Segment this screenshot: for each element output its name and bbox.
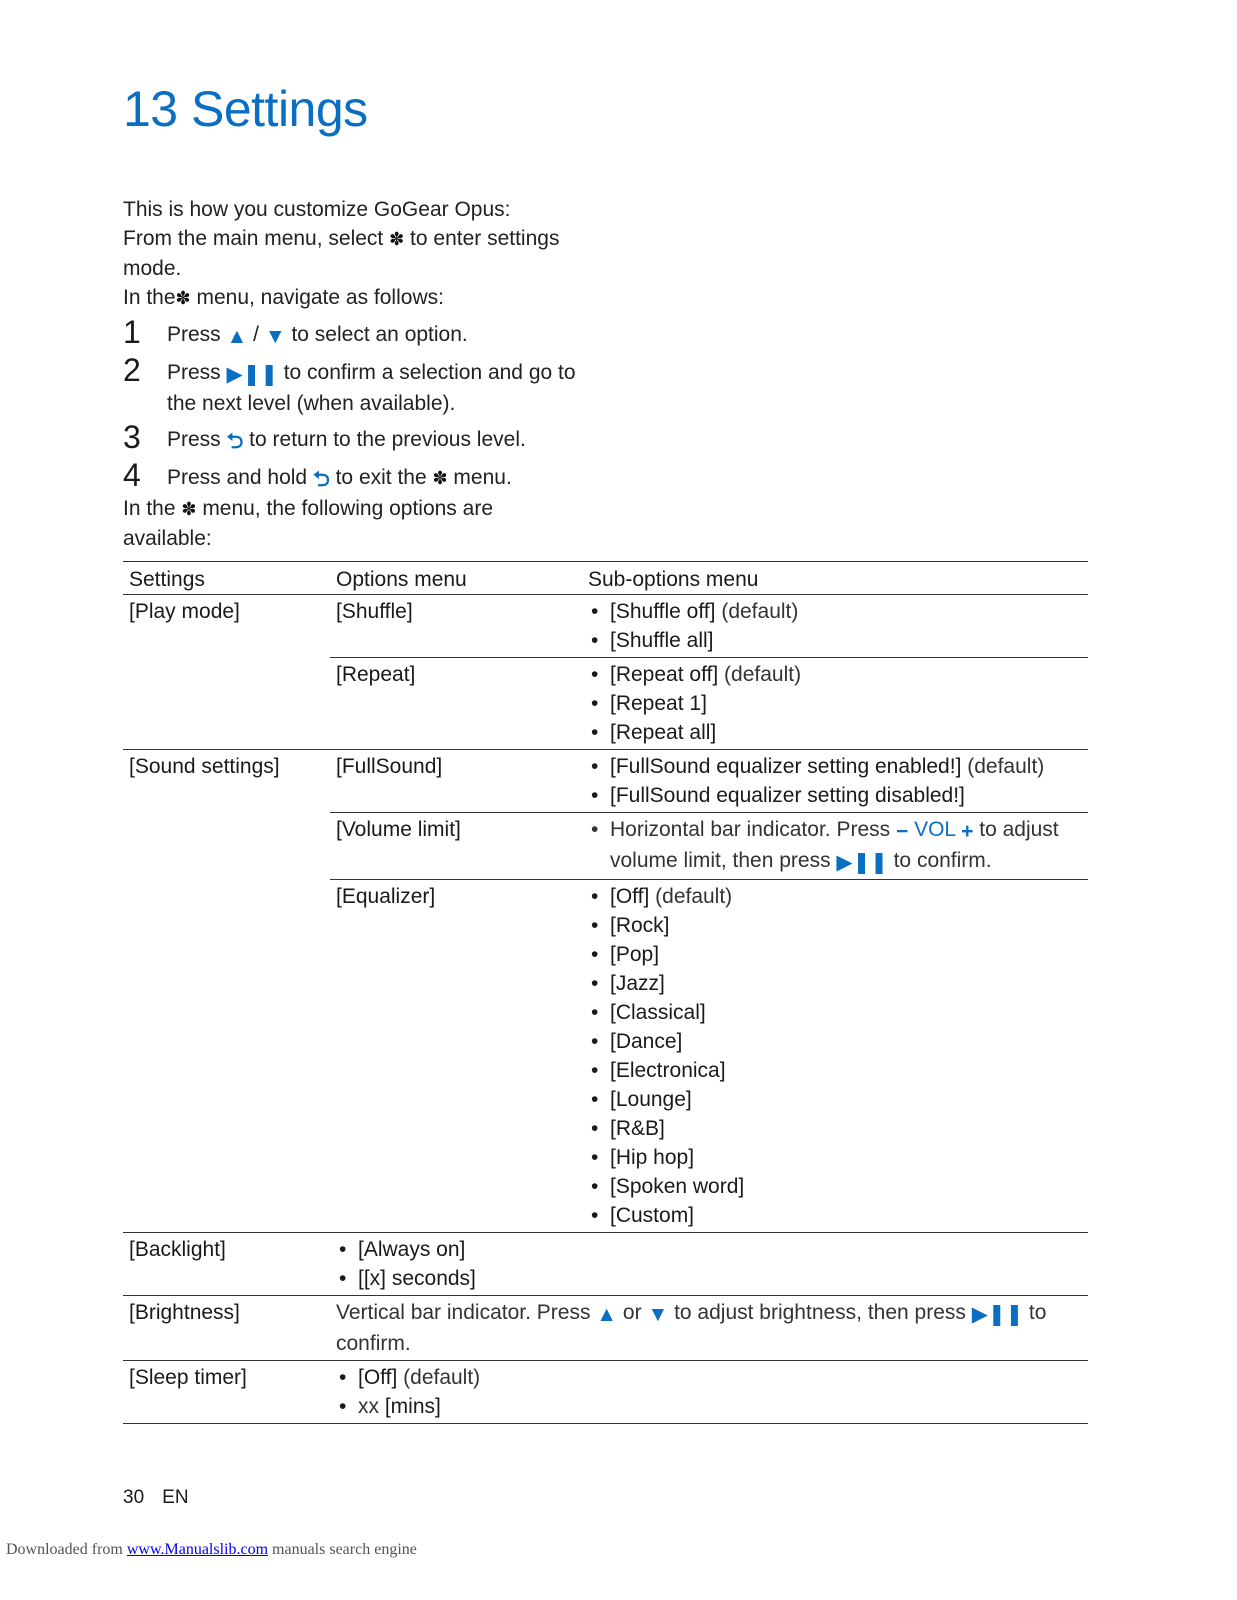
page-title: 13 Settings <box>123 81 368 137</box>
list-item: • [Rock] <box>588 911 1082 940</box>
option-repeat: [Repeat] <box>330 658 582 750</box>
list-item: • xx [mins] <box>336 1392 1082 1421</box>
table-row <box>123 750 1088 813</box>
options-cell <box>330 1361 1088 1424</box>
header-settings: Settings <box>123 562 330 595</box>
step-item: 1 Press ▲ / ▼ to select an option. <box>123 314 468 350</box>
list-item: • [Electronica] <box>588 1056 1082 1085</box>
intro-line-1: This is how you customize GoGear Opus: <box>123 198 511 221</box>
play-pause-icon: ▶❚❚ <box>971 1303 1024 1326</box>
sub-options-cell <box>582 658 1088 750</box>
setting-brightness: [Brightness] <box>123 1296 330 1361</box>
setting-sound-settings: [Sound settings] <box>123 750 330 1233</box>
play-pause-icon: ▶❚❚ <box>836 851 888 874</box>
list-item: • [Shuffle all] <box>588 626 1082 655</box>
list-item: • [Off] (default) <box>336 1363 1082 1392</box>
plus-icon: + <box>961 820 974 843</box>
options-cell <box>330 1233 1088 1296</box>
intro-line-2: From the main menu, select ✽ to enter settings mode. <box>123 227 560 280</box>
down-arrow-icon: ▼ <box>264 325 286 348</box>
option-fullsound: [FullSound] <box>330 750 582 813</box>
up-arrow-icon: ▲ <box>226 325 248 348</box>
manualslib-link[interactable]: www.Manualslib.com <box>126 1541 269 1558</box>
step-item: 2 Press ▶❚❚ to confirm a selection and go to the next level (when available). <box>123 352 576 415</box>
setting-sleep-timer: [Sleep timer] <box>123 1361 330 1424</box>
list-item: • [Classical] <box>588 998 1082 1027</box>
list-item: • [Spoken word] <box>588 1172 1082 1201</box>
options-cell: Vertical bar indicator. Press ▲ or ▼ to adjust brightness, then press ▶❚❚ to confirm. <box>330 1296 1088 1361</box>
option-equalizer: [Equalizer] <box>330 880 582 1233</box>
list-item: • [Hip hop] <box>588 1143 1082 1172</box>
sub-options-cell <box>582 880 1088 1233</box>
list-item: • [Lounge] <box>588 1085 1082 1114</box>
page-footer <box>123 1487 189 1509</box>
header-sub-options: Sub-options menu <box>582 562 1088 595</box>
gear-icon: ✽ <box>389 229 405 249</box>
option-shuffle: [Shuffle] <box>336 600 413 623</box>
list-item: • [Custom] <box>588 1201 1082 1230</box>
table-row <box>123 1233 1088 1296</box>
back-icon: ⮌ <box>226 430 244 453</box>
gear-icon: ✽ <box>175 288 191 308</box>
down-arrow-icon: ▼ <box>647 1303 669 1326</box>
list-item: • [Off] (default) <box>588 882 1082 911</box>
sub-options-cell <box>582 813 1088 880</box>
sub-options-cell <box>582 750 1088 813</box>
minus-icon: − <box>895 820 909 843</box>
step-item: 3 Press ⮌ to return to the previous level. <box>123 419 526 455</box>
gear-icon: ✽ <box>432 468 448 488</box>
list-item: • [Always on] <box>336 1235 1082 1264</box>
page-number: 30 <box>123 1487 145 1508</box>
outro-text: In the ✽ menu, the following options are available: <box>123 497 493 550</box>
sub-options-cell <box>582 595 1088 658</box>
language-code: EN <box>162 1487 189 1508</box>
step-list <box>123 314 583 494</box>
list-item: • [Repeat 1] <box>588 689 1082 718</box>
step-item: 4 Press and hold ⮌ to exit the ✽ menu. <box>123 457 512 493</box>
intro-line-3: In the✽ menu, navigate as follows: <box>123 283 583 313</box>
table-header-row <box>123 562 1088 595</box>
table-row <box>123 595 1088 658</box>
intro-section <box>123 195 583 553</box>
back-icon: ⮌ <box>312 468 330 491</box>
play-pause-icon: ▶❚❚ <box>226 363 278 386</box>
list-item: • [Repeat all] <box>588 718 1082 747</box>
header-options: Options menu <box>330 562 582 595</box>
gear-icon: ✽ <box>181 499 197 519</box>
list-item: • [[x] seconds] <box>336 1264 1082 1293</box>
up-arrow-icon: ▲ <box>596 1303 618 1326</box>
setting-play-mode: [Play mode] <box>129 600 240 623</box>
list-item: • [FullSound equalizer setting enabled!] (default) <box>588 752 1082 781</box>
table-row <box>123 1361 1088 1424</box>
list-item: • [R&B] <box>588 1114 1082 1143</box>
list-item: • [Shuffle off] (default) <box>588 597 1082 626</box>
list-item: • Horizontal bar indicator. Press − VOL + to adjust volume limit, then press ▶❚❚ to confirm. <box>588 815 1082 877</box>
table-row <box>123 1296 1088 1361</box>
setting-backlight: [Backlight] <box>123 1233 330 1296</box>
list-item: • [Dance] <box>588 1027 1082 1056</box>
download-note: Downloaded from www.Manualslib.com manuals search engine <box>6 1541 417 1558</box>
list-item: • [Repeat off] (default) <box>588 660 1082 689</box>
list-item: • [FullSound equalizer setting disabled!] <box>588 781 1082 810</box>
list-item: • [Jazz] <box>588 969 1082 998</box>
option-volume-limit: [Volume limit] <box>330 813 582 880</box>
list-item: • [Pop] <box>588 940 1082 969</box>
settings-table <box>123 561 1088 1424</box>
